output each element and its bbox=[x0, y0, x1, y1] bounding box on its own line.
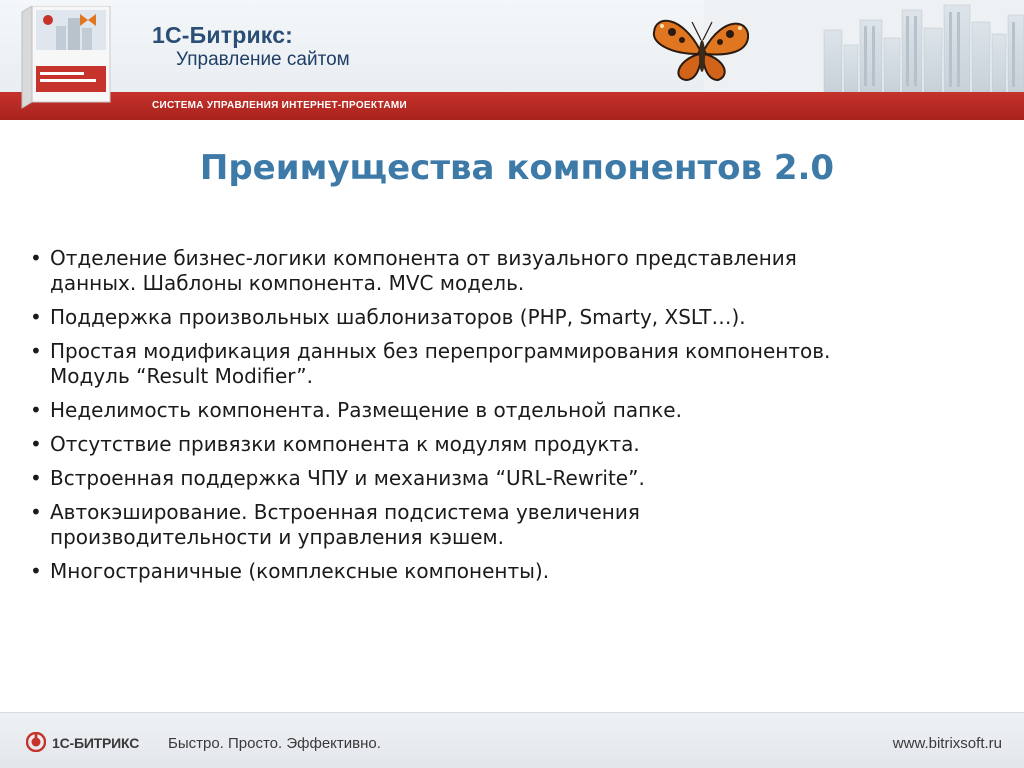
bullet-text-line: Простая модификация данных без перепрограммирования компонентов. bbox=[50, 339, 831, 363]
bullet-item bbox=[30, 466, 990, 491]
bullet-item bbox=[30, 339, 990, 389]
footer-brand: 1С-БИТРИКС bbox=[52, 735, 140, 751]
bitrix-logo-icon bbox=[26, 732, 46, 752]
bullet-text-line: Автокэширование. Встроенная подсистема увеличения bbox=[50, 500, 640, 524]
product-box-image bbox=[18, 6, 122, 110]
bullet-item bbox=[30, 305, 990, 330]
bullet-text-line: Встроенная поддержка ЧПУ и механизма “URL-Rewrite”. bbox=[50, 466, 645, 490]
butterfly-image bbox=[652, 12, 752, 84]
bullet-dot: • bbox=[30, 339, 42, 363]
bullet-item bbox=[30, 432, 990, 457]
tagline-bar bbox=[0, 92, 1024, 120]
bullet-text-line: Поддержка произвольных шаблонизаторов (PHP, Smarty, XSLT…). bbox=[50, 305, 746, 329]
bullet-text-line: производительности и управления кэшем. bbox=[50, 525, 504, 549]
bullet-dot: • bbox=[30, 466, 42, 490]
bullet-dot: • bbox=[30, 559, 42, 583]
bullet-list bbox=[30, 246, 990, 593]
bullet-dot: • bbox=[30, 500, 42, 524]
bullet-dot: • bbox=[30, 246, 42, 270]
bullet-item bbox=[30, 559, 990, 584]
footer-website-link[interactable]: www.bitrixsoft.ru bbox=[892, 735, 1002, 752]
bullet-text-line: Многостраничные (комплексные компоненты). bbox=[50, 559, 550, 583]
brand-subtitle: Управление сайтом bbox=[176, 49, 350, 70]
header-banner bbox=[0, 0, 1024, 92]
bullet-item bbox=[30, 500, 990, 550]
bullet-dot: • bbox=[30, 398, 42, 422]
bullet-dot: • bbox=[30, 305, 42, 329]
slide-title: Преимущества компонентов 2.0 bbox=[199, 148, 835, 188]
bullet-item bbox=[30, 246, 990, 296]
bullet-text-line: Отделение бизнес-логики компонента от визуального представления bbox=[50, 246, 797, 270]
bullet-text-line: Отсутствие привязки компонента к модулям продукта. bbox=[50, 432, 640, 456]
footer bbox=[0, 712, 1024, 768]
bullet-item bbox=[30, 398, 990, 423]
bullet-text-line: данных. Шаблоны компонента. MVC модель. bbox=[50, 271, 525, 295]
bullet-text-line: Неделимость компонента. Размещение в отдельной папке. bbox=[50, 398, 682, 422]
tagline-text: СИСТЕМА УПРАВЛЕНИЯ ИНТЕРНЕТ-ПРОЕКТАМИ bbox=[152, 100, 407, 111]
footer-slogan: Быстро. Просто. Эффективно. bbox=[168, 735, 381, 752]
brand-title: 1С-Битрикс: bbox=[152, 22, 294, 48]
bullet-text-line: Модуль “Result Modifier”. bbox=[50, 364, 314, 388]
city-skyline-image bbox=[704, 0, 1024, 92]
bullet-dot: • bbox=[30, 432, 42, 456]
